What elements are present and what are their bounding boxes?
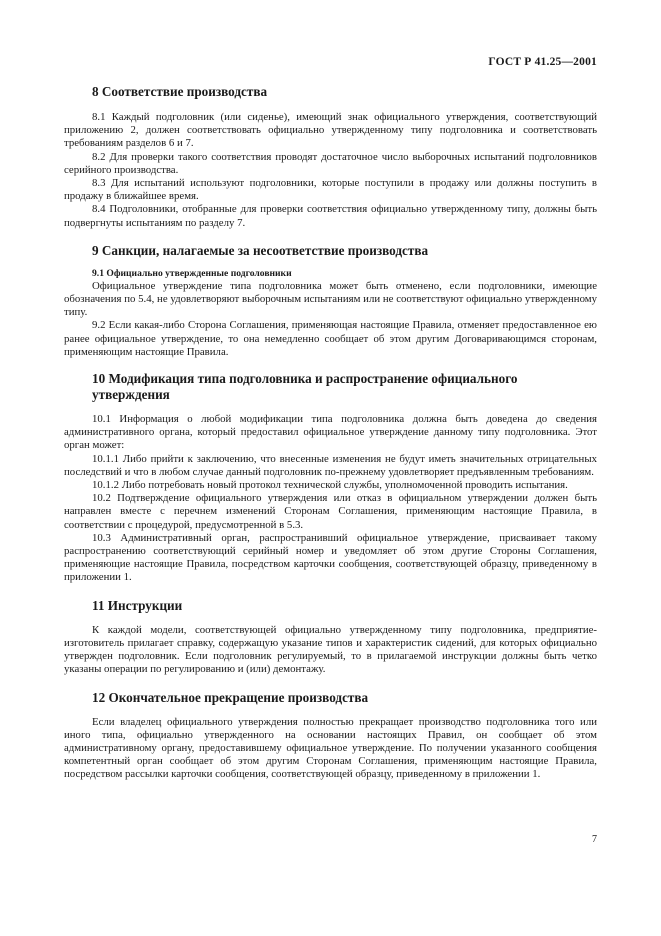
document-body (64, 84, 597, 782)
clause-9-1-title: 9.1 Официально утвержденные подголовники (92, 267, 292, 279)
clause-9-2: 9.2 Если какая-либо Сторона Соглашения, применяющая настоящие Правила, отменяет предоставленное ею ранее официальное утверждение, то она немедленно сообщает об этом другим Договаривающимся сторонам, применяющим настоящие Правила. (64, 319, 597, 358)
clause-9-1-text: Официальное утверждение типа подголовника может быть отменено, если подголовники, имеющие обозначения по 5.4, не удовлетворяют выборочным испытаниям или не соответствуют официально утвержденному типу. (64, 279, 597, 319)
section-12-text: Если владелец официального утверждения полностью прекращает производство подголовника того или иного типа, официально утвержденного на основании настоящих Правил, он сообщает об этом административному органу, предоставившему официальное утверждение. По получении указанного сообщения компетентный орган сообщает об этом другим Сторонам Соглашения, применяющим настоящие Правила, посредством рассылки карточки сообщения, соответствующей образцу, приведенному в приложении 1. (64, 715, 597, 781)
clause-8-2: 8.2 Для проверки такого соответствия проводят достаточное число выборочных испытаний подголовников серийного производства. (64, 150, 597, 176)
section-12-title: 12 Окончательное прекращение производства (92, 689, 369, 705)
clause-10-1: 10.1 Информация о любой модификации типа подголовника должна быть доведена до сведения административного органа, который предоставил официальное утверждение данному типу подголовника. Этот орган может: (64, 413, 597, 452)
clause-10-3: 10.3 Административный орган, распространивший официальное утверждение, присваивает такому распространению соответствующий серийный номер и уведомляет об этом другие Стороны Соглашения, применяющие настоящие Правила, посредством карточки сообщения, соответствующей образцу, приведенному в приложении 1. (64, 531, 597, 584)
section-10-title: 10 Модификация типа подголовника и распространение официального утверждения (92, 371, 518, 403)
document-number: ГОСТ Р 41.25—2001 (488, 56, 597, 68)
section-8-title: 8 Соответствие производства (92, 84, 268, 99)
section-11-text: К каждой модели, соответствующей официально утвержденному типу подголовника, предприятие-изготовитель прилагает справку, содержащую указание типов и характеристик сидений, для которых официально утвержден подголовник. Если подголовник регулируемый, то в прилагаемой инструкции должны быть четко указаны операции по регулированию и (или) демонтажу. (64, 623, 597, 676)
clause-10-2: 10.2 Подтверждение официального утверждения или отказ в официальном утверждении должен быть направлен вместе с перечнем изменений Сторонам Соглашения, применяющим настоящие Правила, в соответствии с процедурой, предусмотренной в 5.3. (64, 492, 597, 531)
section-11-title: 11 Инструкции (92, 597, 183, 613)
section-9-title: 9 Санкции, налагаемые за несоответствие производства (92, 242, 429, 258)
clause-8-1: 8.1 Каждый подголовник (или сиденье), имеющий знак официального утверждения, соответствующий приложению 2, должен соответствовать официально утвержденному типу подголовника и соответствовать требованиям разделов 6 и 7. (64, 111, 597, 150)
page-number: 7 (592, 834, 597, 845)
clause-10-1-1: 10.1.1 Либо прийти к заключению, что внесенные изменения не будут иметь значительных отрицательных последствий и что в любом случае данный подголовник по-прежнему удовлетворяет предъявленным требованиям. (64, 452, 597, 478)
clause-8-4: 8.4 Подголовники, отобранные для проверки соответствия официально утвержденному типу, должны быть подвергнуты испытаниям по разделу 7. (64, 203, 597, 229)
clause-8-3: 8.3 Для испытаний используют подголовники, которые поступили в продажу или должны поступить в продажу в ближайшее время. (64, 177, 597, 203)
clause-10-1-2: 10.1.2 Либо потребовать новый протокол технической службы, уполномоченной проводить испытания. (92, 479, 568, 492)
